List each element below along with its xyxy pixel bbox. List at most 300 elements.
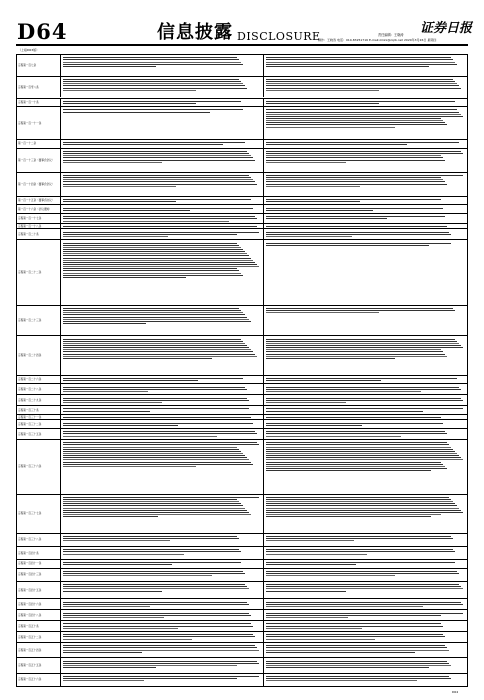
text-line: [63, 66, 156, 67]
table-row: [17, 335, 467, 374]
text-line: [63, 177, 251, 178]
text-line: [63, 628, 178, 629]
text-line: [266, 470, 431, 471]
text-line: [63, 179, 253, 180]
text-line: [63, 575, 212, 576]
row-label: 章程第一百二十八条: [17, 384, 61, 394]
text-line: [63, 464, 253, 465]
text-line: [266, 387, 459, 388]
row-label: 章程第一百四十条: [17, 547, 61, 559]
row-label: 章程第一百二十二条: [17, 240, 61, 305]
text-line: [266, 232, 449, 233]
text-line: [63, 101, 241, 102]
text-line: [63, 378, 243, 379]
text-line: [266, 245, 429, 246]
amended-text-cell: [264, 420, 467, 428]
text-line: [266, 351, 443, 352]
text-line: [63, 255, 249, 256]
text-line: [266, 339, 455, 340]
text-line: [266, 442, 447, 443]
text-line: [266, 457, 461, 458]
text-line: [266, 575, 395, 576]
text-line: [266, 391, 421, 392]
text-line: [266, 466, 445, 467]
text-line: [266, 431, 445, 432]
text-line: [266, 389, 461, 390]
amended-text-cell: [264, 214, 467, 223]
text-line: [266, 103, 379, 104]
text-line: [63, 449, 239, 450]
text-line: [266, 591, 346, 592]
text-line: [63, 266, 259, 267]
text-line: [266, 464, 443, 465]
text-line: [266, 378, 457, 379]
text-line: [63, 153, 249, 154]
original-text-cell: [61, 440, 264, 494]
text-line: [266, 343, 459, 344]
amended-text-cell: [264, 560, 467, 568]
text-line: [63, 431, 255, 432]
row-label: 第一百一十二条: [17, 140, 61, 148]
text-line: [63, 466, 196, 467]
amended-text-cell: [264, 376, 467, 384]
text-line: [63, 639, 192, 640]
text-line: [63, 615, 251, 616]
original-text-cell: [61, 306, 264, 336]
text-line: [266, 562, 455, 563]
row-label: 章程第一百五十条: [17, 621, 61, 631]
text-line: [63, 323, 146, 324]
text-line: [63, 245, 239, 246]
text-line: [266, 157, 443, 158]
row-label: 章程第一百七条: [17, 55, 61, 76]
text-line: [266, 680, 417, 681]
text-line: [266, 505, 457, 506]
row-label: 章程第一百三十七条: [17, 495, 61, 533]
text-line: [266, 144, 407, 145]
text-line: [63, 79, 239, 80]
text-line: [266, 451, 455, 452]
continuation-note: （上接D63版）: [18, 48, 40, 52]
original-text-cell: [61, 229, 264, 239]
text-line: [63, 112, 210, 113]
text-line: [266, 536, 451, 537]
text-line: [266, 408, 463, 409]
text-line: [63, 308, 239, 309]
text-line: [63, 499, 237, 500]
table-row: [17, 76, 467, 98]
text-line: [266, 216, 445, 217]
text-line: [266, 586, 461, 587]
text-line: [266, 554, 367, 555]
text-line: [266, 425, 362, 426]
amended-text-cell: [264, 547, 467, 559]
text-line: [266, 153, 463, 154]
text-line: [63, 142, 245, 143]
original-text-cell: [61, 621, 264, 631]
text-line: [266, 184, 447, 185]
table-row: [17, 139, 467, 148]
text-line: [266, 341, 457, 342]
text-line: [63, 319, 249, 320]
text-line: [63, 354, 255, 355]
text-line: [63, 356, 257, 357]
text-line: [63, 591, 162, 592]
original-text-cell: [61, 406, 264, 414]
text-line: [63, 236, 168, 237]
text-line: [266, 650, 449, 651]
text-line: [63, 358, 212, 359]
text-line: [266, 436, 401, 437]
text-line: [266, 62, 455, 63]
table-row: [17, 642, 467, 657]
text-line: [266, 663, 449, 664]
text-line: [63, 588, 249, 589]
text-line: [266, 588, 463, 589]
amended-text-cell: [264, 440, 467, 494]
text-line: [63, 554, 184, 555]
amendment-table: [16, 54, 468, 687]
original-text-cell: [61, 376, 264, 384]
text-line: [266, 444, 449, 445]
original-text-cell: [61, 674, 264, 686]
table-row: [17, 631, 467, 642]
text-line: [63, 459, 249, 460]
text-line: [63, 453, 243, 454]
text-line: [63, 218, 257, 219]
text-line: [63, 389, 247, 390]
text-line: [63, 667, 156, 668]
text-line: [63, 247, 241, 248]
masthead-rule: [16, 44, 468, 46]
text-line: [266, 623, 441, 624]
text-line: [63, 268, 237, 269]
text-line: [63, 501, 239, 502]
text-line: [63, 391, 148, 392]
text-line: [63, 665, 237, 666]
text-line: [63, 571, 243, 572]
text-line: [63, 408, 249, 409]
row-label: 第一百一十三条（董事会会议）: [17, 149, 61, 172]
table-row: [17, 609, 467, 620]
text-line: [63, 538, 239, 539]
text-line: [266, 83, 457, 84]
text-line: [266, 636, 445, 637]
text-line: [63, 551, 241, 552]
text-line: [63, 650, 259, 651]
text-line: [63, 645, 255, 646]
row-label: 章程第一百三十一条: [17, 415, 61, 420]
original-text-cell: [61, 643, 264, 657]
text-line: [63, 251, 245, 252]
original-text-cell: [61, 534, 264, 546]
text-line: [63, 602, 247, 603]
original-text-cell: [61, 547, 264, 559]
amended-text-cell: [264, 173, 467, 196]
amended-text-cell: [264, 205, 467, 213]
text-line: [266, 573, 459, 574]
text-line: [63, 83, 243, 84]
text-line: [266, 462, 441, 463]
amended-text-cell: [264, 336, 467, 374]
table-row: [17, 213, 467, 223]
text-line: [266, 512, 463, 513]
original-text-cell: [61, 395, 264, 405]
text-line: [266, 177, 441, 178]
text-line: [63, 144, 223, 145]
editor-line: 责任编辑：王晓涛: [378, 33, 404, 37]
text-line: [63, 264, 257, 265]
original-text-cell: [61, 107, 264, 139]
row-label: 章程第一百二十六条: [17, 376, 61, 384]
table-row: [17, 394, 467, 405]
text-line: [63, 184, 257, 185]
row-label: 第一百一十四条（董事会会议）: [17, 173, 61, 196]
text-line: [266, 645, 445, 646]
row-label: 章程第一百二十条: [17, 229, 61, 239]
disclosure-content: [16, 47, 468, 689]
text-line: [63, 652, 142, 653]
table-row: [17, 383, 467, 394]
text-line: [266, 88, 461, 89]
row-label: 章程第一百一十八条: [17, 224, 61, 229]
text-line: [63, 398, 247, 399]
text-line: [266, 652, 415, 653]
table-row: [17, 673, 467, 686]
amended-text-cell: [264, 495, 467, 533]
row-label: 章程第一百二十三条: [17, 306, 61, 336]
text-line: [266, 449, 453, 450]
text-line: [63, 270, 239, 271]
text-line: [266, 155, 441, 156]
original-text-cell: [61, 205, 264, 213]
amended-text-cell: [264, 77, 467, 98]
text-line: [63, 564, 172, 565]
text-line: [266, 447, 451, 448]
row-label: 章程第一百三十六条: [17, 440, 61, 494]
text-line: [266, 356, 447, 357]
text-line: [63, 604, 249, 605]
text-line: [63, 425, 178, 426]
text-line: [63, 216, 255, 217]
text-line: [63, 208, 253, 209]
text-line: [266, 639, 375, 640]
original-text-cell: [61, 99, 264, 107]
text-line: [266, 604, 463, 605]
page-number: D64: [17, 19, 68, 44]
text-line: [63, 663, 259, 664]
table-row: [17, 657, 467, 672]
table-row: [17, 228, 467, 239]
text-line: [266, 510, 461, 511]
text-line: [266, 312, 379, 313]
text-line: [266, 85, 459, 86]
text-line: [266, 417, 441, 418]
text-line: [63, 157, 253, 158]
original-text-cell: [61, 569, 264, 581]
text-line: [63, 253, 247, 254]
original-text-cell: [61, 420, 264, 428]
table-row: [17, 439, 467, 494]
original-text-cell: [61, 384, 264, 394]
text-line: [266, 81, 455, 82]
row-label: 章程第一百一十一条: [17, 107, 61, 139]
row-label: 章程第一百三十八条: [17, 534, 61, 546]
amended-text-cell: [264, 240, 467, 305]
text-line: [266, 236, 352, 237]
text-line: [63, 512, 249, 513]
text-line: [63, 347, 249, 348]
text-line: [266, 218, 387, 219]
text-line: [63, 505, 243, 506]
text-line: [266, 57, 451, 58]
original-text-cell: [61, 140, 264, 148]
original-text-cell: [61, 610, 264, 620]
row-label: 章程第一百四十三条: [17, 569, 61, 581]
amended-text-cell: [264, 406, 467, 414]
text-line: [63, 243, 237, 244]
text-line: [266, 226, 447, 227]
table-row: [17, 428, 467, 439]
text-line: [266, 354, 445, 355]
text-line: [266, 122, 445, 123]
text-line: [63, 181, 255, 182]
text-line: [63, 457, 247, 458]
text-line: [63, 351, 253, 352]
text-line: [63, 417, 251, 418]
text-line: [266, 347, 463, 348]
text-line: [266, 571, 457, 572]
text-line: [63, 549, 239, 550]
table-row: [17, 533, 467, 546]
row-label: 第一百一十六条（会议通知）: [17, 205, 61, 213]
table-row: [17, 568, 467, 581]
text-line: [266, 628, 362, 629]
table-row: [17, 546, 467, 559]
table-row: [17, 172, 467, 196]
text-line: [63, 273, 241, 274]
text-line: [63, 312, 243, 313]
text-line: [63, 343, 245, 344]
amended-text-cell: [264, 582, 467, 599]
text-line: [266, 647, 447, 648]
row-label: 章程第一百四十一条: [17, 560, 61, 568]
original-text-cell: [61, 632, 264, 642]
table-row: [17, 581, 467, 599]
text-line: [266, 90, 379, 91]
text-line: [63, 584, 245, 585]
text-line: [266, 551, 455, 552]
text-line: [266, 584, 459, 585]
text-line: [266, 433, 447, 434]
original-text-cell: [61, 560, 264, 568]
amended-text-cell: [264, 599, 467, 609]
table-row: [17, 375, 467, 384]
text-line: [266, 667, 429, 668]
original-text-cell: [61, 240, 264, 305]
text-line: [266, 151, 461, 152]
original-text-cell: [61, 214, 264, 223]
original-text-cell: [61, 599, 264, 609]
amended-text-cell: [264, 643, 467, 657]
text-line: [266, 508, 459, 509]
text-line: [63, 175, 249, 176]
text-line: [63, 617, 164, 618]
text-line: [63, 275, 243, 276]
text-line: [63, 442, 257, 443]
text-line: [63, 234, 237, 235]
text-line: [63, 436, 217, 437]
text-line: [63, 455, 245, 456]
amended-text-cell: [264, 55, 467, 76]
text-line: [63, 277, 186, 278]
original-text-cell: [61, 55, 264, 76]
row-label: 章程第一百四十五条: [17, 582, 61, 599]
row-label: 章程第一百三十条: [17, 406, 61, 414]
text-line: [63, 606, 150, 607]
text-line: [63, 345, 247, 346]
text-line: [63, 562, 241, 563]
row-label: 章程第一百二十九条: [17, 395, 61, 405]
text-line: [266, 308, 453, 309]
row-label: 章程第一百三十五条: [17, 429, 61, 439]
table-row: [17, 239, 467, 305]
page-folio: D64: [452, 690, 459, 694]
amended-text-cell: [264, 306, 467, 336]
text-line: [63, 162, 162, 163]
text-line: [266, 516, 431, 517]
amended-text-cell: [264, 149, 467, 172]
text-line: [63, 451, 241, 452]
text-line: [266, 564, 356, 565]
text-line: [266, 109, 457, 110]
text-line: [63, 341, 243, 342]
text-line: [266, 468, 447, 469]
text-line: [63, 411, 150, 412]
text-line: [266, 210, 373, 211]
text-line: [266, 142, 459, 143]
text-line: [266, 199, 441, 200]
text-line: [266, 66, 429, 67]
text-line: [266, 540, 354, 541]
amended-text-cell: [264, 569, 467, 581]
text-line: [63, 514, 251, 515]
amended-text-cell: [264, 674, 467, 686]
row-label: 章程第一百五十六条: [17, 674, 61, 686]
text-line: [266, 514, 441, 515]
text-line: [266, 402, 346, 403]
text-line: [63, 573, 245, 574]
original-text-cell: [61, 429, 264, 439]
text-line: [266, 120, 443, 121]
text-line: [63, 262, 255, 263]
amended-text-cell: [264, 107, 467, 139]
text-line: [63, 186, 176, 187]
text-line: [266, 64, 457, 65]
amended-text-cell: [264, 384, 467, 394]
text-line: [266, 201, 360, 202]
text-line: [266, 678, 451, 679]
text-line: [266, 497, 449, 498]
row-label: 章程第一百一十七条: [17, 214, 61, 223]
text-line: [63, 210, 190, 211]
text-line: [63, 258, 251, 259]
text-line: [63, 317, 247, 318]
text-line: [63, 109, 243, 110]
table-row: [17, 620, 467, 631]
text-line: [63, 676, 259, 677]
text-line: [266, 234, 451, 235]
